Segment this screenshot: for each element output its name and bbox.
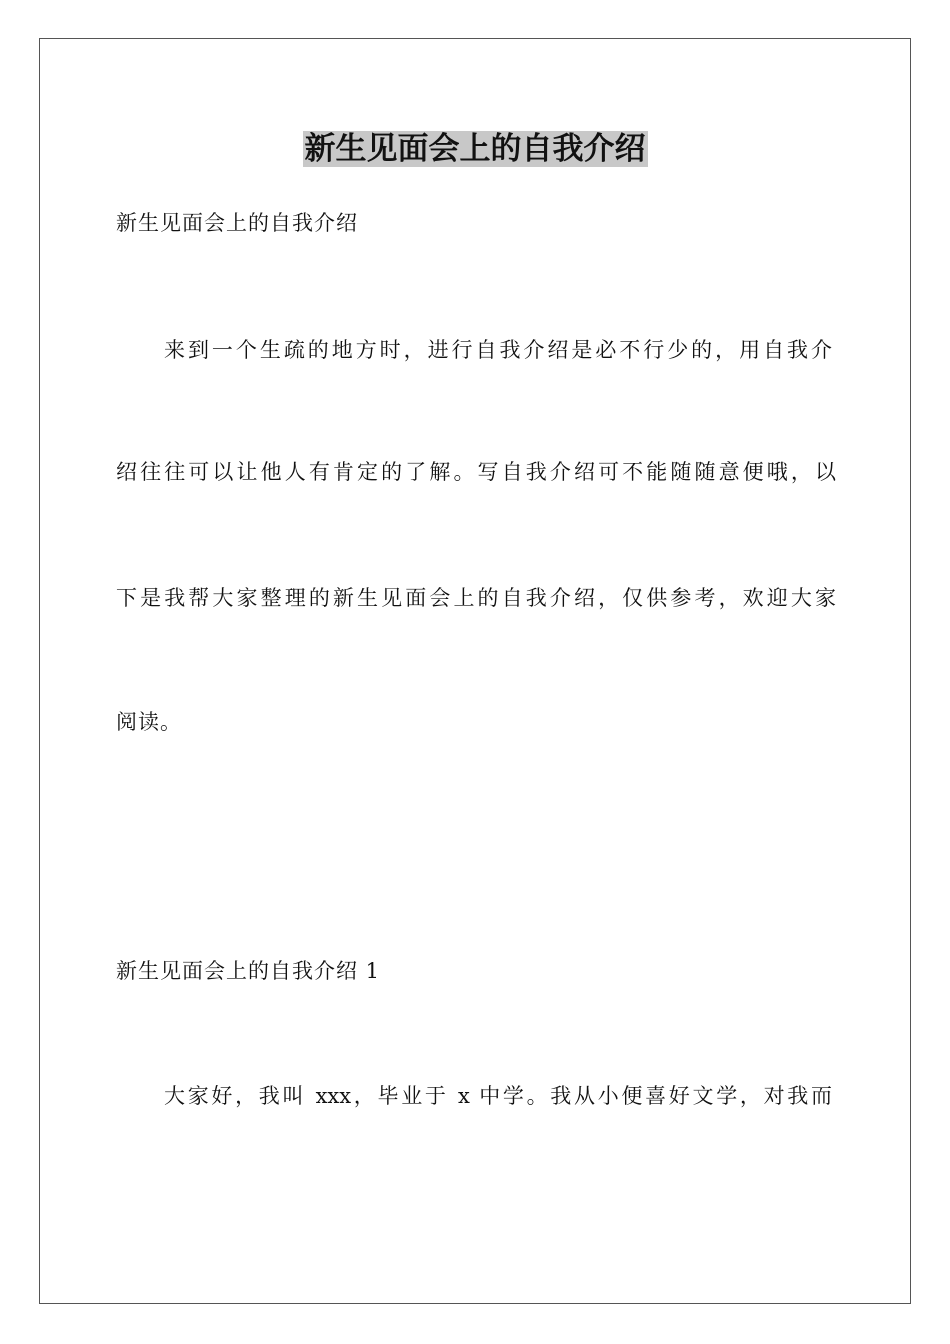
paragraph-line: 大家好，我叫 xxx，毕业于 x 中学。我从小便喜好文学，对我而 xyxy=(164,1084,832,1108)
paragraph-line: 绍往往可以让他人有肯定的了解。写自我介绍可不能随随意便哦，以 xyxy=(116,460,836,484)
document-title: 新生见面会上的自我介绍 xyxy=(304,131,646,167)
paragraph-line: 来到一个生疏的地方时，进行自我介绍是必不行少的，用自我介 xyxy=(164,338,832,362)
paragraph-line: 下是我帮大家整理的新生见面会上的自我介绍，仅供参考，欢迎大家 xyxy=(116,586,836,610)
subtitle-line: 新生见面会上的自我介绍 xyxy=(116,211,358,235)
section-heading: 新生见面会上的自我介绍 1 xyxy=(116,959,381,983)
paragraph-line: 阅读。 xyxy=(116,710,182,734)
